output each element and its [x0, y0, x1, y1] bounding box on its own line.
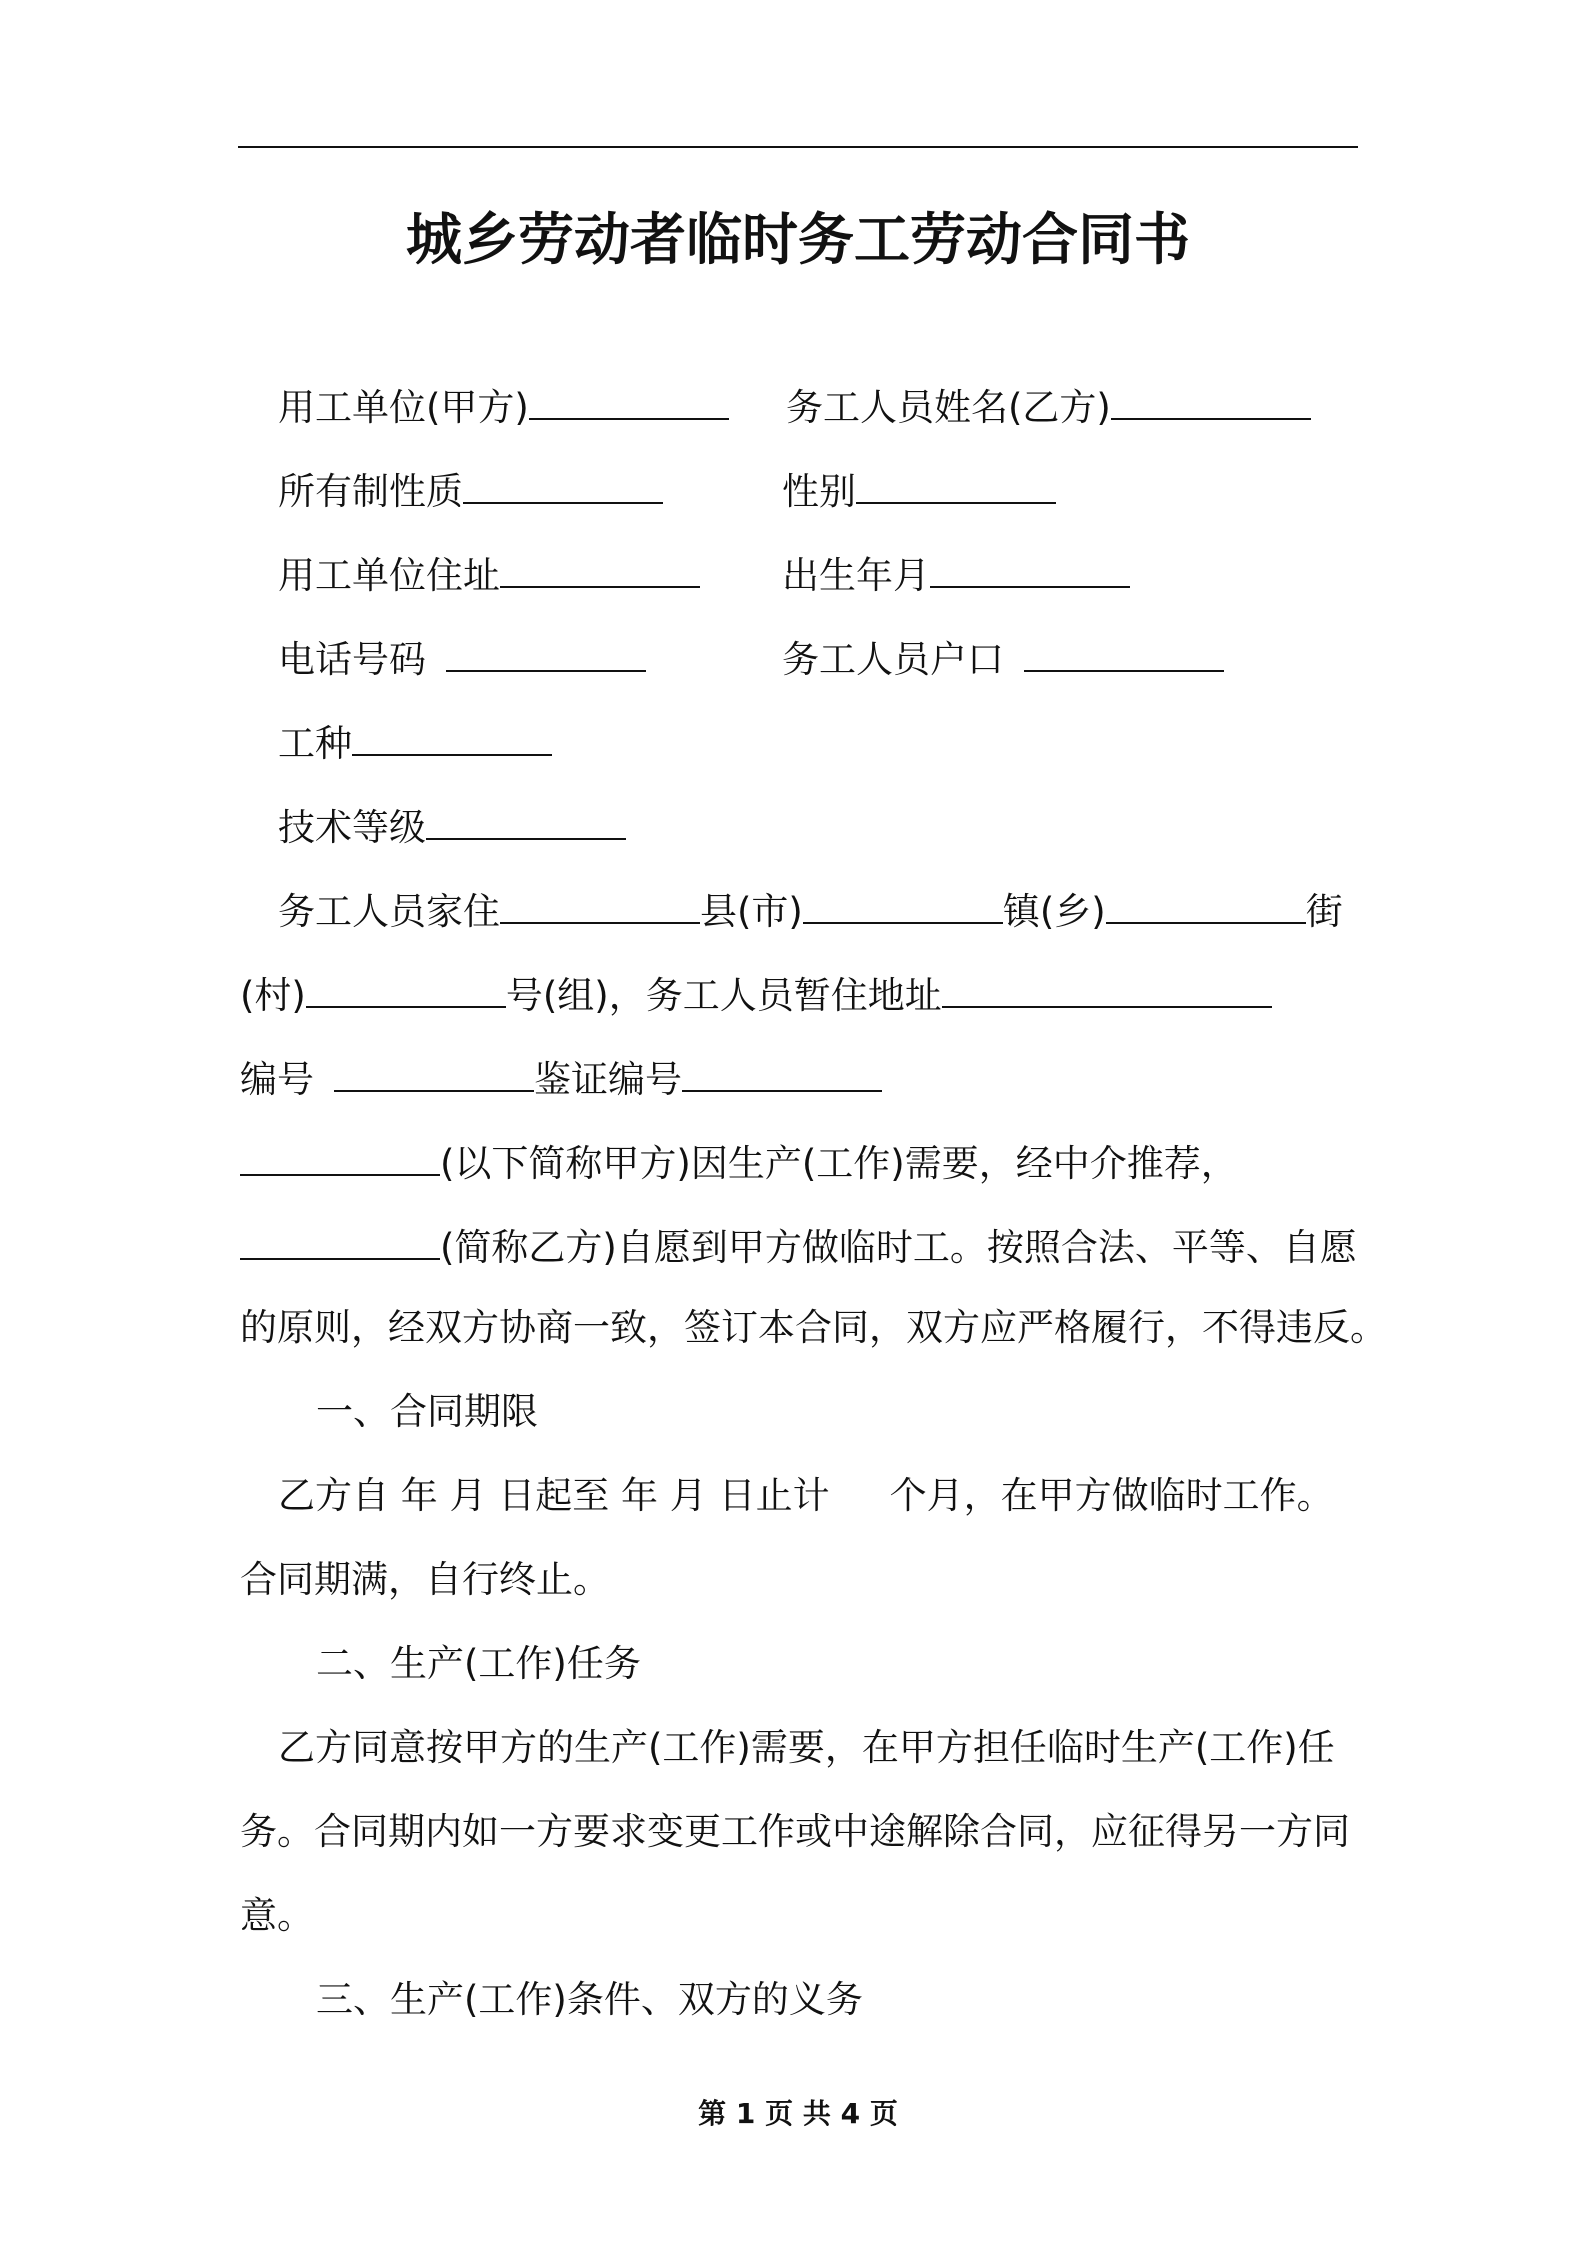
field-row-household	[782, 632, 1224, 684]
cert-no-label: 鉴证编号	[534, 1058, 682, 1101]
town-label: 镇(乡)	[1002, 890, 1106, 933]
phone-label: 电话号码	[278, 638, 426, 681]
tech-level-blank	[426, 800, 626, 840]
gender-label: 性别	[782, 470, 856, 513]
document-title: 城乡劳动者临时务工劳动合同书	[406, 208, 1190, 273]
intro-line-1	[240, 1136, 1238, 1188]
employer-label: 用工单位(甲方)	[278, 386, 529, 429]
job-type-label: 工种	[278, 722, 352, 765]
field-row-ownership	[278, 464, 663, 516]
section-2-para-3: 意。	[240, 1894, 314, 1937]
address-line-3	[240, 1052, 882, 1104]
phone-blank	[446, 632, 646, 672]
party-b-blank	[240, 1220, 440, 1260]
serial-blank	[334, 1052, 534, 1092]
section-1-para-2: 合同期满，自行终止。	[240, 1558, 610, 1601]
employer-blank	[529, 380, 729, 420]
county-blank	[803, 884, 1003, 924]
village-blank	[306, 968, 506, 1008]
home-label: 务工人员家住	[278, 890, 500, 933]
field-row-employer-address	[278, 548, 700, 600]
job-type-blank	[352, 716, 552, 756]
field-row-birth	[782, 548, 1130, 600]
intro-text-1: (以下简称甲方)因生产(工作)需要，经中介推荐，	[440, 1142, 1238, 1185]
page-footer: 第 1 页 共 4 页	[698, 2097, 898, 2130]
temp-address-blank	[942, 968, 1272, 1008]
number-label: 号(组)，务工人员暂住地址	[505, 974, 942, 1017]
birth-label: 出生年月	[782, 554, 930, 597]
field-row-employer	[278, 380, 729, 432]
tech-level-label: 技术等级	[278, 806, 426, 849]
section-1-heading: 一、合同期限	[316, 1390, 538, 1433]
worker-name-blank	[1111, 380, 1311, 420]
field-row-worker-name	[786, 380, 1311, 432]
ownership-blank	[463, 464, 663, 504]
section-1-para-1	[278, 1472, 1334, 1520]
cert-no-blank	[682, 1052, 882, 1092]
ownership-label: 所有制性质	[278, 470, 463, 513]
address-line-1	[278, 884, 1343, 936]
intro-line-3: 的原则，经双方协商一致，签订本合同，双方应严格履行，不得违反。	[240, 1306, 1387, 1349]
section-2-para-1: 乙方同意按甲方的生产(工作)需要，在甲方担任临时生产(工作)任	[278, 1726, 1335, 1769]
term-months-text: 个月，在甲方做临时工作。	[889, 1474, 1334, 1517]
gender-blank	[856, 464, 1056, 504]
party-a-blank	[240, 1136, 440, 1176]
household-label: 务工人员户口	[782, 638, 1004, 681]
village-label: (村)	[240, 974, 306, 1017]
field-row-tech-level	[278, 800, 626, 852]
field-row-phone	[278, 632, 646, 684]
intro-text-2: (简称乙方)自愿到甲方做临时工。按照合法、平等、自愿	[440, 1226, 1357, 1269]
home-blank	[500, 884, 700, 924]
section-3-heading: 三、生产(工作)条件、双方的义务	[316, 1978, 863, 2021]
household-blank	[1024, 632, 1224, 672]
field-row-job-type	[278, 716, 552, 768]
county-label: 县(市)	[700, 890, 803, 933]
employer-address-blank	[500, 548, 700, 588]
birth-blank	[930, 548, 1130, 588]
address-line-2	[240, 968, 1272, 1020]
intro-line-2	[240, 1220, 1357, 1272]
town-blank	[1106, 884, 1306, 924]
employer-address-label: 用工单位住址	[278, 554, 500, 597]
section-2-heading: 二、生产(工作)任务	[316, 1642, 641, 1685]
street-label: 街	[1305, 890, 1343, 933]
header-rule	[238, 146, 1358, 148]
term-dates-text: 乙方自 年 月 日起至 年 月 日止计	[278, 1474, 830, 1517]
worker-name-label: 务工人员姓名(乙方)	[786, 386, 1111, 429]
serial-label: 编号	[240, 1058, 314, 1101]
field-row-gender	[782, 464, 1056, 516]
section-2-para-2: 务。合同期内如一方要求变更工作或中途解除合同，应征得另一方同	[240, 1810, 1350, 1853]
